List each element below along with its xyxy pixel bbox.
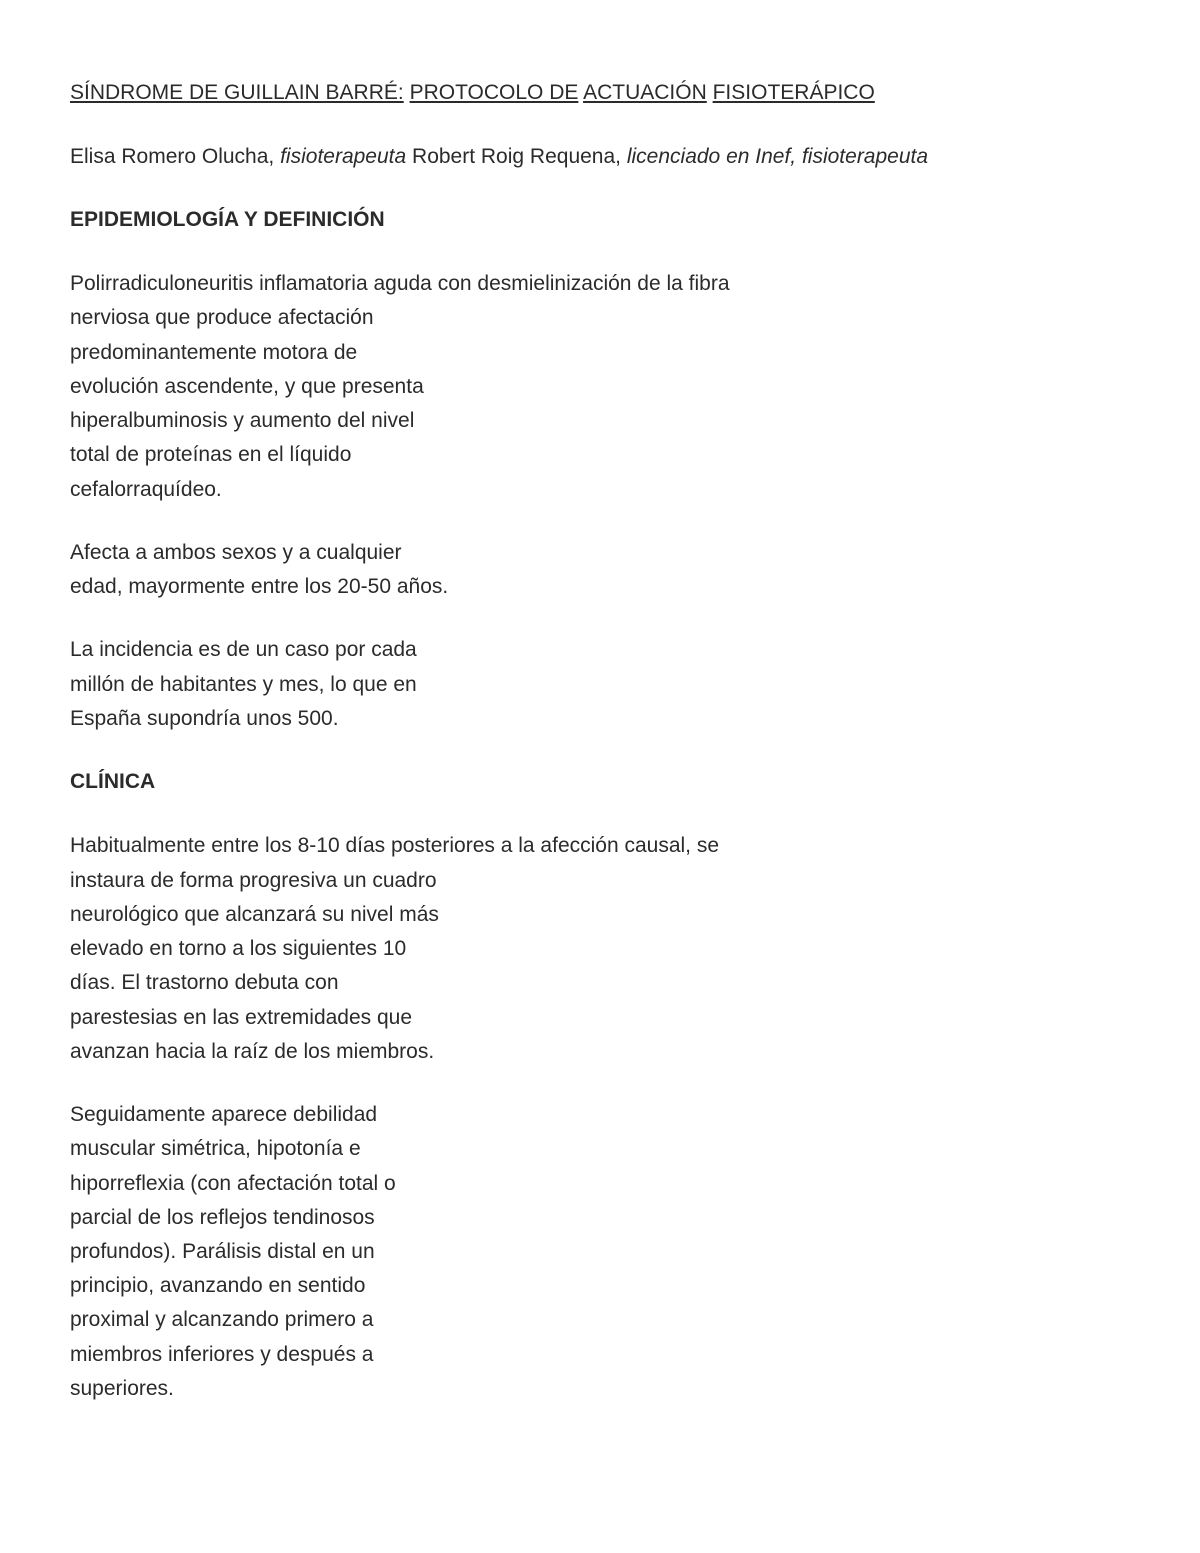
author-1-role: fisioterapeuta xyxy=(280,145,407,168)
text-line: elevado en torno a los siguientes 10 xyxy=(70,937,407,960)
text-line: Afecta a ambos sexos y a cualquier xyxy=(70,541,402,564)
text-line: España supondría unos 500. xyxy=(70,707,339,730)
author-2-role: licenciado en Inef, fisioterapeuta xyxy=(626,145,929,168)
text-line: parestesias en las extremidades que xyxy=(70,1006,413,1029)
text-line: Seguidamente aparece debilidad xyxy=(70,1103,378,1126)
author-1-name: Elisa Romero Olucha, xyxy=(70,145,275,168)
text-line: millón de habitantes y mes, lo que en xyxy=(70,673,417,696)
text-line: hiporreflexia (con afectación total o xyxy=(70,1172,396,1195)
text-line: instaura de forma progresiva un cuadro xyxy=(70,869,437,892)
text-line: profundos). Parálisis distal en un xyxy=(70,1240,375,1263)
text-line: neurológico que alcanzará su nivel más xyxy=(70,903,439,926)
section-heading-clinica: CLÍNICA xyxy=(70,770,156,793)
title-part-2: PROTOCOLO DE xyxy=(409,81,579,104)
document-title xyxy=(70,81,875,105)
text-line: evolución ascendente, y que presenta xyxy=(70,375,424,398)
text-line: proximal y alcanzando primero a xyxy=(70,1308,374,1331)
text-line: nerviosa que produce afectación xyxy=(70,306,374,329)
text-line: cefalorraquídeo. xyxy=(70,478,222,501)
text-line: hiperalbuminosis y aumento del nivel xyxy=(70,409,415,432)
text-line: total de proteínas en el líquido xyxy=(70,443,352,466)
section-heading-epidemiologia: EPIDEMIOLOGÍA Y DEFINICIÓN xyxy=(70,208,385,231)
authors-line xyxy=(70,145,928,169)
title-part-4: FISIOTERÁPICO xyxy=(712,81,875,104)
text-line: avanzan hacia la raíz de los miembros. xyxy=(70,1040,435,1063)
text-line: Habitualmente entre los 8-10 días posteriores a la afección causal, se xyxy=(70,834,720,857)
text-line: Polirradiculoneuritis inflamatoria aguda con desmielinización de la fibra xyxy=(70,272,730,295)
title-part-1: SÍNDROME DE GUILLAIN BARRÉ: xyxy=(70,81,404,104)
text-line: muscular simétrica, hipotonía e xyxy=(70,1137,361,1160)
text-line: parcial de los reflejos tendinosos xyxy=(70,1206,375,1229)
text-line: superiores. xyxy=(70,1377,174,1400)
author-2-name: Robert Roig Requena, xyxy=(412,145,621,168)
text-line: La incidencia es de un caso por cada xyxy=(70,638,417,661)
text-line: días. El trastorno debuta con xyxy=(70,971,339,994)
text-line: predominantemente motora de xyxy=(70,341,358,364)
text-line: miembros inferiores y después a xyxy=(70,1343,374,1366)
text-line: principio, avanzando en sentido xyxy=(70,1274,366,1297)
text-line: edad, mayormente entre los 20-50 años. xyxy=(70,575,449,598)
title-part-3: ACTUACIÓN xyxy=(583,81,707,104)
